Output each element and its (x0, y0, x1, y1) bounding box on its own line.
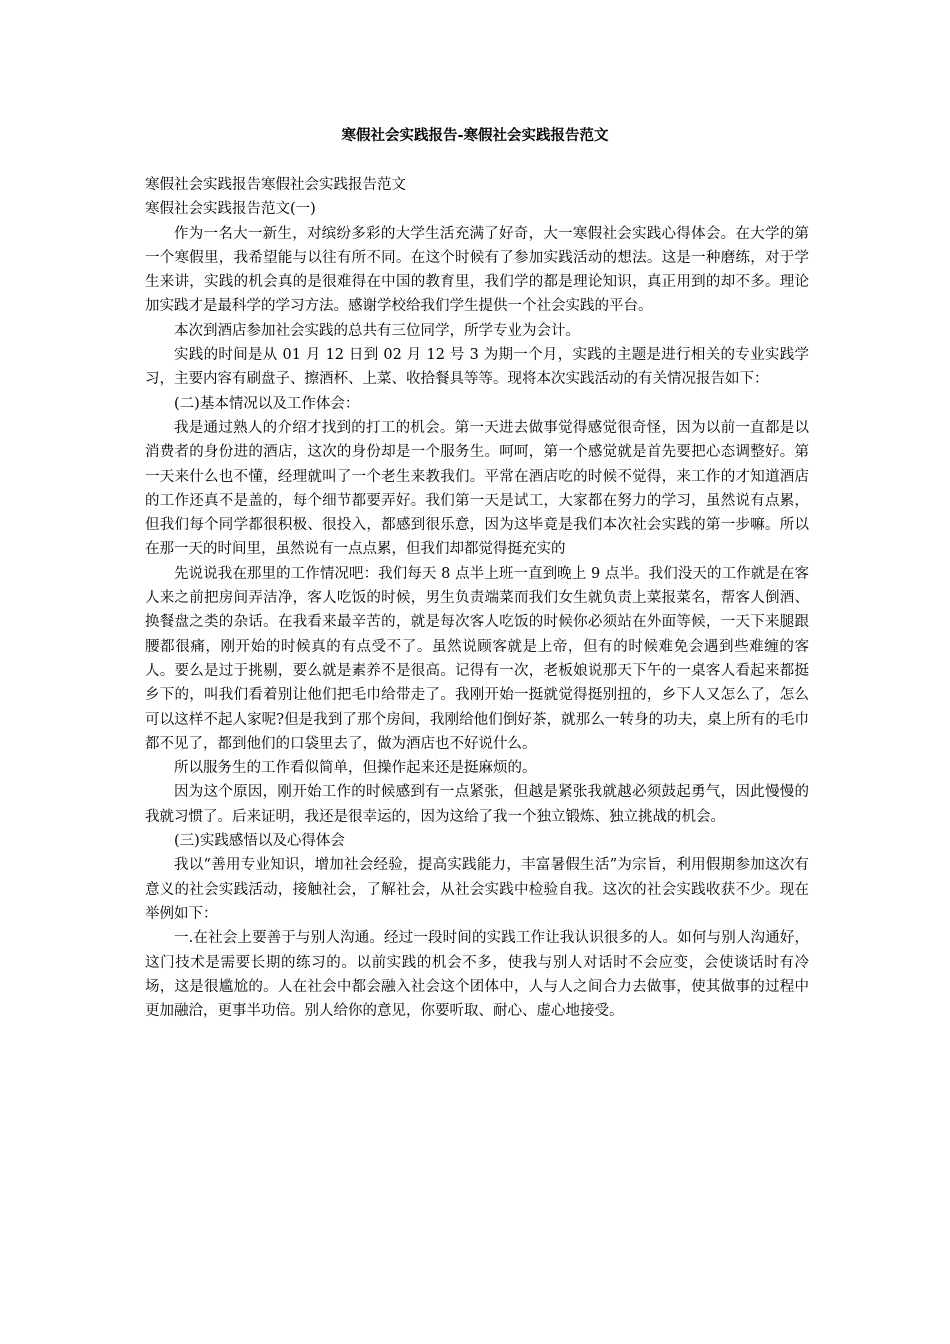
body-paragraph-work-details: 先说说我在那里的工作情况吧：我们每天 8 点半上班一直到晚上 9 点半。我们没天的工作就是在客人来之前把房间弄洁净，客人吃饭的时候，男生负责端菜而我们女生就负责上菜报菜名，帮客人倒酒、换餐盘之类的杂话。在我看来最辛苦的，就是每次客人吃饭的时候你必须站在外面等候，一天下来腿跟腰都很痛，刚开始的时候真的有点受不了。虽然说顾客就是上帝，但有的时候难免会遇到些难缠的客人。要么是过于挑剔，要么就是素养不是很高。记得有一次，老板娘说那天下午的一桌客人看起来都挺乡下的，叫我们看着别让他们把毛巾给带走了。我刚开始一挺就觉得挺别扭的，乡下人又怎么了，怎么可以这样不起人家呢?但是我到了那个房间，我刚给他们倒好茶，就那么一转身的功夫，桌上所有的毛巾都不见了，都到他们的口袋里去了，做为酒店也不好说什么。 (145, 565, 809, 752)
body-paragraph-schedule: 实践的时间是从 01 月 12 日到 02 月 12 号 3 为期一个月，实践的主题是进行相关的专业实践学习，主要内容有刷盘子、擦酒杯、上菜、收拾餐具等等。现将本次实践活动的有关情况报告如下： (145, 347, 809, 388)
body-paragraph-adaptation: 因为这个原因，刚开始工作的时候感到有一点紧张，但越是紧张我就越必须鼓起勇气，因此慢慢的我就习惯了。后来证明，我还是很幸运的，因为这给了我一个独立锻炼、独立挑战的机会。 (145, 784, 809, 825)
body-paragraph-communication: 一.在社会上要善于与别人沟通。经过一段时间的实践工作让我认识很多的人。如何与别人沟通好，这门技术是需要长期的练习的。以前实践的机会不多，使我与别人对话时不会应变，会使谈话时有冷场，这是很尴尬的。人在社会中都会融入社会这个团体中，人与人之间合力去做事，使其做事的过程中更加融洽，更事半功倍。别人给你的意见，你要听取、耐心、虚心地接受。 (145, 930, 809, 1020)
document-body (145, 173, 809, 1023)
body-paragraph-purpose: 我以“善用专业知识，增加社会经验，提高实践能力，丰富暑假生活”为宗旨，利用假期参加这次有意义的社会实践活动，接触社会，了解社会，从社会实践中检验自我。这次的社会实践收获不少。现在举例如下： (145, 857, 809, 922)
body-paragraph-first-day: 我是通过熟人的介绍才找到的打工的机会。第一天进去做事觉得感觉很奇怪，因为以前一直都是以消费者的身份进的酒店，这次的身份却是一个服务生。呵呵，第一个感觉就是首先要把心态调整好。第一天来什么也不懂，经理就叫了一个老生来教我们。平常在酒店吃的时候不觉得，来工作的才知道酒店的工作还真不是盖的，每个细节都要弄好。我们第一天是试工，大家都在努力的学习，虽然说有点累，但我们每个同学都很积极、很投入，都感到很乐意，因为这毕竟是我们本次社会实践的第一步嘛。所以在那一天的时间里，虽然说有一点点累，但我们却都觉得挺充实的 (145, 419, 809, 558)
main-heading: 寒假社会实践报告寒假社会实践报告范文 (145, 177, 406, 193)
section-heading-basic-situation: (二)基本情况以及工作体会： (174, 395, 360, 412)
body-paragraph-summary: 所以服务生的工作看似简单，但操作起来还是挺麻烦的。 (174, 760, 537, 777)
document-title: 寒假社会实践报告-寒假社会实践报告范文 (341, 127, 609, 144)
sub-heading: 寒假社会实践报告范文(一) (145, 201, 316, 218)
body-paragraph-participants: 本次到酒店参加社会实践的总共有三位同学，所学专业为会计。 (174, 322, 580, 339)
section-heading-reflections: (三)实践感悟以及心得体会 (174, 833, 345, 850)
body-paragraph-intro: 作为一名大一新生，对缤纷多彩的大学生活充满了好奇，大一寒假社会实践心得体会。在大学的第一个寒假里，我希望能与以往有所不同。在这个时候有了参加实践活动的想法。这是一种磨练，对于学生来讲，实践的机会真的是很难得在中国的教育里，我们学的都是理论知识，真正用到的却不多。理论加实践才是最科学的学习方法。感谢学校给我们学生提供一个社会实践的平台。 (145, 225, 809, 315)
